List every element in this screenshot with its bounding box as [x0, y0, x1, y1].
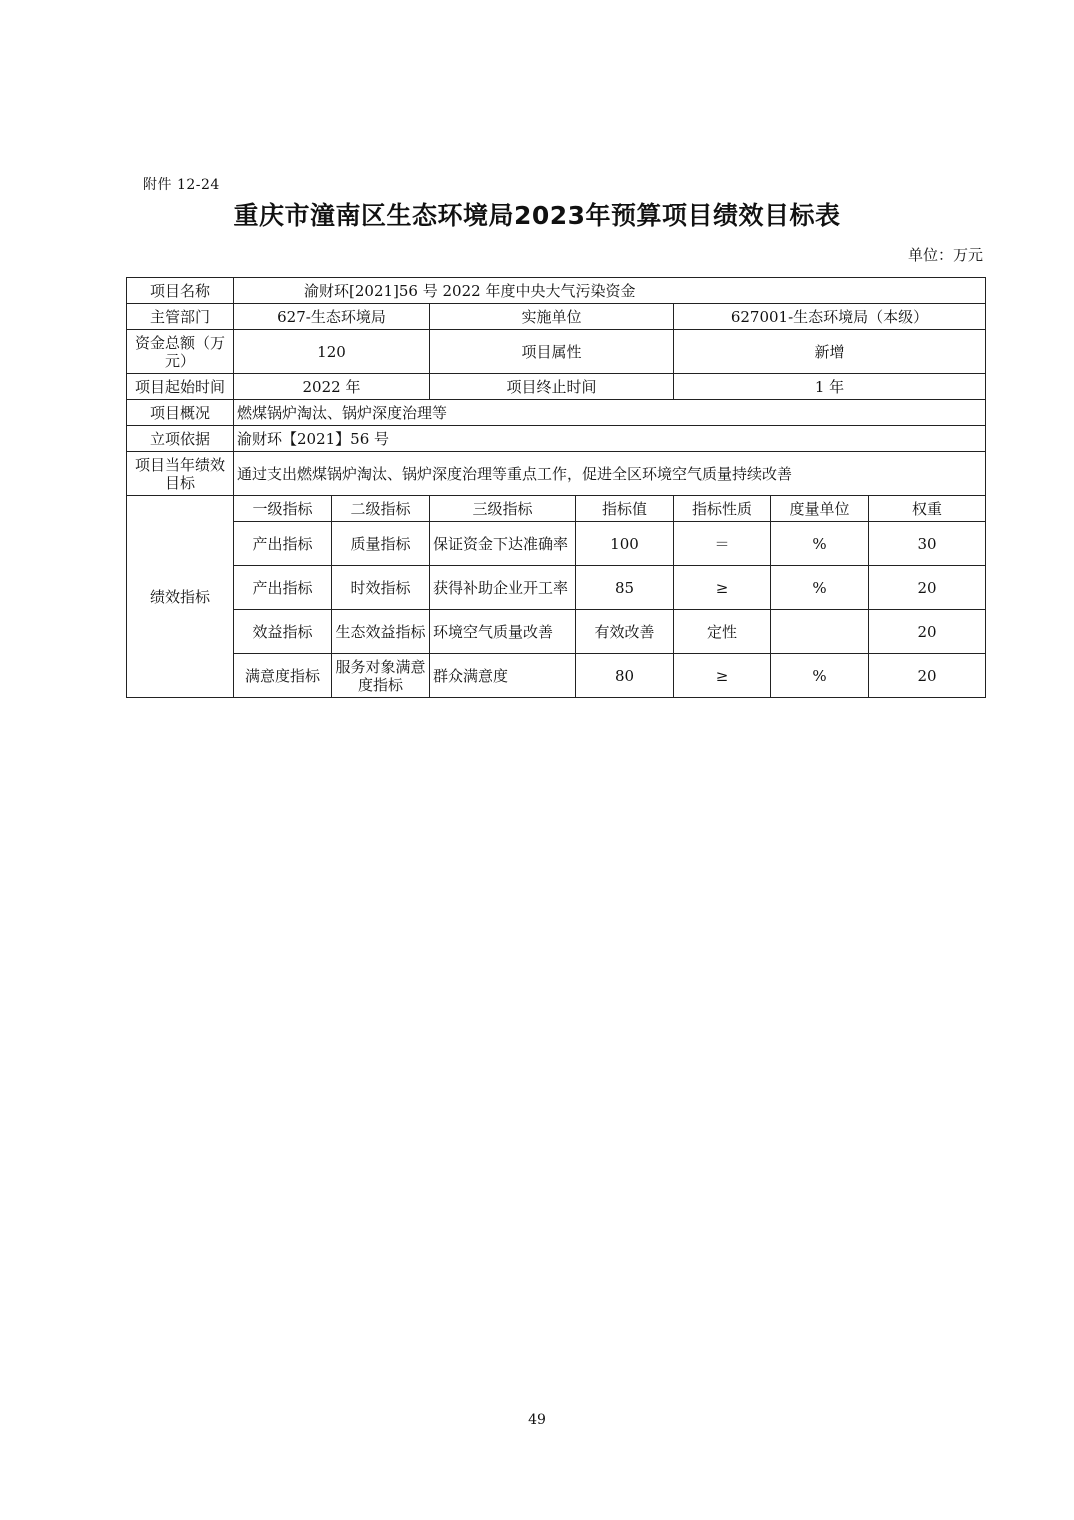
page-title: 重庆市潼南区生态环境局2023年预算项目绩效目标表 [233, 201, 841, 230]
level2-cell: 生态效益指标 [332, 610, 430, 654]
goal-value: 通过支出燃煤锅炉淘汰、锅炉深度治理等重点工作，促进全区环境空气质量持续改善 [234, 452, 986, 496]
level3-cell: 环境空气质量改善 [430, 610, 576, 654]
performance-table [126, 277, 986, 698]
unit-cell: % [771, 522, 869, 566]
level3-cell: 获得补助企业开工率 [430, 566, 576, 610]
weight-cell: 20 [869, 566, 986, 610]
value-cell: 85 [576, 566, 674, 610]
nature-cell: 定性 [674, 610, 771, 654]
header-weight: 权重 [869, 496, 986, 522]
overview-value: 燃煤锅炉淘汰、锅炉深度治理等 [234, 400, 986, 426]
header-unit: 度量单位 [771, 496, 869, 522]
level2-cell: 时效指标 [332, 566, 430, 610]
project-name-value: 渝财环[2021]56 号 2022 年度中央大气污染资金 [234, 278, 986, 304]
impl-unit-value: 627001-生态环境局（本级） [674, 304, 986, 330]
row-goal [127, 452, 986, 496]
row-project-name [127, 278, 986, 304]
header-value: 指标值 [576, 496, 674, 522]
indicator-row [127, 610, 986, 654]
project-attr-label: 项目属性 [430, 330, 674, 374]
dept-label: 主管部门 [127, 304, 234, 330]
nature-cell: ＝ [674, 522, 771, 566]
row-overview [127, 400, 986, 426]
weight-cell: 30 [869, 522, 986, 566]
level1-cell: 产出指标 [234, 566, 332, 610]
value-cell: 100 [576, 522, 674, 566]
header-level2: 二级指标 [332, 496, 430, 522]
weight-cell: 20 [869, 654, 986, 698]
attachment-label: 附件 12-24 [143, 177, 220, 193]
level2-cell: 质量指标 [332, 522, 430, 566]
page-number: 49 [528, 1412, 546, 1428]
row-time [127, 374, 986, 400]
level3-cell: 群众满意度 [430, 654, 576, 698]
level2-cell: 服务对象满意度指标 [332, 654, 430, 698]
level1-cell: 效益指标 [234, 610, 332, 654]
indicators-label: 绩效指标 [127, 496, 234, 698]
funds-value: 120 [234, 330, 430, 374]
unit-cell: % [771, 654, 869, 698]
nature-cell: ≥ [674, 654, 771, 698]
row-basis [127, 426, 986, 452]
start-time-value: 2022 年 [234, 374, 430, 400]
value-cell: 有效改善 [576, 610, 674, 654]
indicator-header-row [127, 496, 986, 522]
indicator-row [127, 654, 986, 698]
value-cell: 80 [576, 654, 674, 698]
indicator-row [127, 566, 986, 610]
goal-label: 项目当年绩效目标 [127, 452, 234, 496]
row-funds [127, 330, 986, 374]
header-level3: 三级指标 [430, 496, 576, 522]
start-time-label: 项目起始时间 [127, 374, 234, 400]
funds-label: 资金总额（万元） [127, 330, 234, 374]
row-dept [127, 304, 986, 330]
header-level1: 一级指标 [234, 496, 332, 522]
level1-cell: 产出指标 [234, 522, 332, 566]
impl-unit-label: 实施单位 [430, 304, 674, 330]
project-name-label: 项目名称 [127, 278, 234, 304]
end-time-label: 项目终止时间 [430, 374, 674, 400]
header-nature: 指标性质 [674, 496, 771, 522]
project-attr-value: 新增 [674, 330, 986, 374]
unit-label: 单位：万元 [907, 246, 983, 264]
nature-cell: ≥ [674, 566, 771, 610]
dept-value: 627-生态环境局 [234, 304, 430, 330]
unit-cell [771, 610, 869, 654]
basis-label: 立项依据 [127, 426, 234, 452]
unit-cell: % [771, 566, 869, 610]
weight-cell: 20 [869, 610, 986, 654]
level3-cell: 保证资金下达准确率 [430, 522, 576, 566]
indicator-row [127, 522, 986, 566]
level1-cell: 满意度指标 [234, 654, 332, 698]
basis-value: 渝财环【2021】56 号 [234, 426, 986, 452]
end-time-value: 1 年 [674, 374, 986, 400]
overview-label: 项目概况 [127, 400, 234, 426]
